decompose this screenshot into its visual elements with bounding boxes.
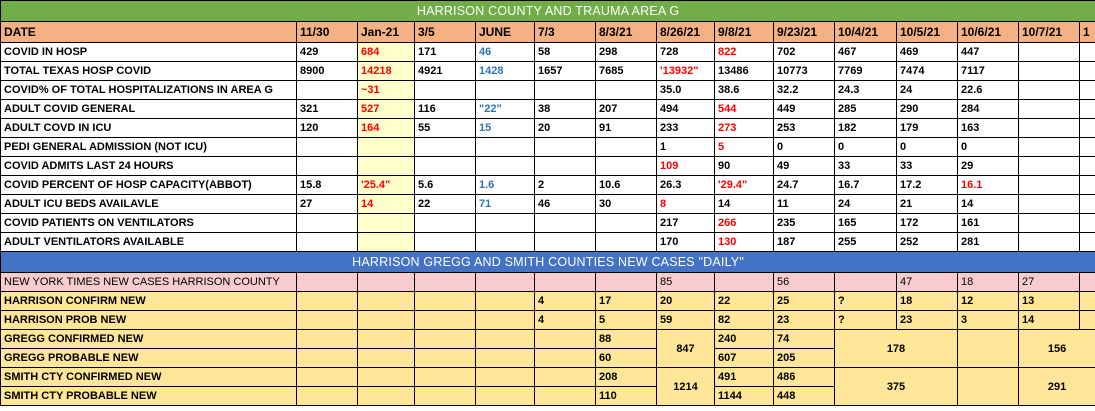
cell[interactable] — [476, 214, 535, 233]
cell[interactable] — [596, 214, 657, 233]
cell[interactable] — [535, 81, 596, 100]
cell[interactable]: 187 — [774, 233, 835, 252]
cell[interactable] — [415, 233, 476, 252]
row-label[interactable]: ADULT VENTILATORS AVAILABLE — [1, 233, 297, 252]
cell[interactable]: 38.6 — [715, 81, 774, 100]
cell[interactable] — [1080, 311, 1095, 330]
table-row — [1, 233, 1095, 252]
cell[interactable]: 10.6 — [596, 176, 657, 195]
cell[interactable] — [415, 273, 476, 292]
cell[interactable]: 281 — [958, 233, 1019, 252]
cell[interactable] — [715, 273, 774, 292]
cell[interactable] — [1080, 100, 1095, 119]
cell[interactable] — [535, 330, 596, 349]
cell[interactable]: 116 — [415, 100, 476, 119]
cell[interactable] — [297, 349, 358, 368]
cell-merged[interactable]: 1214 — [657, 368, 715, 406]
cell[interactable]: '13932" — [657, 62, 715, 81]
header-date-14[interactable]: 1 — [1080, 22, 1095, 43]
cell[interactable]: 46 — [535, 195, 596, 214]
cell[interactable]: 91 — [596, 119, 657, 138]
cell[interactable] — [297, 368, 358, 387]
header-date-7[interactable]: 8/26/21 — [657, 22, 715, 43]
cell[interactable]: 22 — [415, 195, 476, 214]
cell[interactable]: 728 — [657, 43, 715, 62]
cell[interactable]: 486 — [774, 368, 835, 387]
cell[interactable]: 205 — [774, 349, 835, 368]
cell[interactable] — [1080, 157, 1095, 176]
table-row — [1, 214, 1095, 233]
header-date-2[interactable]: Jan-21 — [358, 22, 415, 43]
cell[interactable]: 22.6 — [958, 81, 1019, 100]
cell-merged[interactable]: 156 — [1019, 330, 1095, 368]
cell[interactable]: 8900 — [297, 62, 358, 81]
cell[interactable]: 321 — [297, 100, 358, 119]
header-date-8[interactable]: 9/8/21 — [715, 22, 774, 43]
cell[interactable]: 88 — [596, 330, 657, 349]
cell[interactable]: 240 — [715, 330, 774, 349]
cell[interactable]: 0 — [774, 138, 835, 157]
cell[interactable]: 21 — [897, 195, 958, 214]
cell[interactable]: 109 — [657, 157, 715, 176]
cell[interactable]: 16.7 — [835, 176, 897, 195]
table-row — [1, 273, 1095, 292]
cell[interactable]: '29.4" — [715, 176, 774, 195]
cell[interactable]: "22" — [476, 100, 535, 119]
cell[interactable]: 5 — [715, 138, 774, 157]
cell[interactable]: 165 — [835, 214, 897, 233]
cell[interactable] — [476, 330, 535, 349]
cell[interactable]: 14 — [1019, 311, 1080, 330]
cell[interactable]: 527 — [358, 100, 415, 119]
cell[interactable] — [297, 214, 358, 233]
cell[interactable]: 82 — [715, 311, 774, 330]
cell-merged[interactable]: 178 — [835, 330, 958, 368]
row-label[interactable]: SMITH CTY CONFIRMED NEW — [1, 368, 297, 387]
cell[interactable]: 14218 — [358, 62, 415, 81]
cell[interactable]: 10773 — [774, 62, 835, 81]
cell[interactable] — [415, 311, 476, 330]
cell[interactable] — [1080, 119, 1095, 138]
cell[interactable]: 684 — [358, 43, 415, 62]
cell[interactable] — [415, 292, 476, 311]
cell[interactable]: 182 — [835, 119, 897, 138]
cell[interactable] — [1019, 233, 1080, 252]
cell[interactable]: 179 — [897, 119, 958, 138]
header-date-9[interactable]: 9/23/21 — [774, 22, 835, 43]
cell[interactable]: 235 — [774, 214, 835, 233]
row-label[interactable]: COVID% OF TOTAL HOSPITALIZATIONS IN AREA G — [1, 81, 297, 100]
cell[interactable]: 110 — [596, 387, 657, 406]
cell[interactable]: 164 — [358, 119, 415, 138]
row-label[interactable]: COVID PATIENTS ON VENTILATORS — [1, 214, 297, 233]
cell[interactable]: 544 — [715, 100, 774, 119]
cell[interactable]: 467 — [835, 43, 897, 62]
cell[interactable]: 33 — [897, 157, 958, 176]
cell[interactable] — [476, 233, 535, 252]
cell[interactable] — [358, 273, 415, 292]
table-row — [1, 138, 1095, 157]
cell[interactable] — [535, 214, 596, 233]
cell[interactable]: 607 — [715, 349, 774, 368]
cell[interactable]: 47 — [897, 273, 958, 292]
banner-title-new-cases: HARRISON GREGG AND SMITH COUNTIES NEW CASES "DAILY" — [1, 252, 1095, 273]
table-row — [1, 157, 1095, 176]
cell[interactable] — [415, 214, 476, 233]
cell[interactable]: 2 — [535, 176, 596, 195]
cell[interactable] — [297, 311, 358, 330]
cell[interactable]: 1428 — [476, 62, 535, 81]
cell[interactable]: 702 — [774, 43, 835, 62]
banner-title-harrison-trauma: HARRISON COUNTY AND TRAUMA AREA G — [1, 1, 1095, 22]
cell[interactable]: 24.3 — [835, 81, 897, 100]
cell[interactable] — [596, 81, 657, 100]
cell[interactable]: 55 — [415, 119, 476, 138]
table-row — [1, 81, 1095, 100]
cell[interactable] — [1019, 119, 1080, 138]
header-date-13[interactable]: 10/7/21 — [1019, 22, 1080, 43]
cell[interactable]: 273 — [715, 119, 774, 138]
cell[interactable] — [1080, 273, 1095, 292]
row-label[interactable]: ADULT COVID GENERAL — [1, 100, 297, 119]
cell[interactable]: 429 — [297, 43, 358, 62]
cell[interactable]: 447 — [958, 43, 1019, 62]
cell[interactable] — [535, 233, 596, 252]
row-label[interactable]: COVID ADMITS LAST 24 HOURS — [1, 157, 297, 176]
cell[interactable]: 217 — [657, 214, 715, 233]
cell[interactable]: 3 — [958, 311, 1019, 330]
cell[interactable] — [358, 214, 415, 233]
header-date-11[interactable]: 10/5/21 — [897, 22, 958, 43]
table-row — [1, 330, 1095, 349]
cell[interactable] — [415, 157, 476, 176]
cell[interactable]: 58 — [535, 43, 596, 62]
table-row — [1, 311, 1095, 330]
cell[interactable]: 298 — [596, 43, 657, 62]
cell[interactable]: ? — [835, 292, 897, 311]
cell[interactable] — [358, 311, 415, 330]
cell[interactable]: 30 — [596, 195, 657, 214]
cell[interactable]: 255 — [835, 233, 897, 252]
cell[interactable]: 17.2 — [897, 176, 958, 195]
cell[interactable]: 85 — [657, 273, 715, 292]
cell[interactable]: 24 — [897, 81, 958, 100]
cell[interactable]: 5.6 — [415, 176, 476, 195]
cell[interactable]: 4 — [535, 292, 596, 311]
header-date-1[interactable]: 11/30 — [297, 22, 358, 43]
cell[interactable]: 130 — [715, 233, 774, 252]
cell[interactable]: 56 — [774, 273, 835, 292]
cell[interactable]: 26.3 — [657, 176, 715, 195]
cell[interactable]: 14 — [958, 195, 1019, 214]
cell[interactable]: 7117 — [958, 62, 1019, 81]
cell[interactable] — [1080, 138, 1095, 157]
row-label[interactable]: NEW YORK TIMES NEW CASES HARRISON COUNTY — [1, 273, 297, 292]
cell[interactable]: 13486 — [715, 62, 774, 81]
cell[interactable]: 29 — [958, 157, 1019, 176]
cell[interactable]: 20 — [657, 292, 715, 311]
cell-merged[interactable]: 291 — [1019, 368, 1095, 406]
cell[interactable] — [297, 138, 358, 157]
row-label[interactable]: ADULT ICU BEDS AVAILAVLE — [1, 195, 297, 214]
cell[interactable]: 33 — [835, 157, 897, 176]
cell[interactable]: 0 — [958, 138, 1019, 157]
cell[interactable] — [596, 233, 657, 252]
cell[interactable] — [596, 273, 657, 292]
cell[interactable] — [1080, 43, 1095, 62]
row-label[interactable]: GREGG CONFIRMED NEW — [1, 330, 297, 349]
cell[interactable] — [476, 81, 535, 100]
cell[interactable] — [596, 138, 657, 157]
row-label[interactable]: TOTAL TEXAS HOSP COVID — [1, 62, 297, 81]
cell[interactable] — [1019, 62, 1080, 81]
cell[interactable] — [415, 81, 476, 100]
cell[interactable] — [1019, 100, 1080, 119]
cell[interactable]: 46 — [476, 43, 535, 62]
header-date-12[interactable]: 10/6/21 — [958, 22, 1019, 43]
cell[interactable]: 1.6 — [476, 176, 535, 195]
cell[interactable]: 22 — [715, 292, 774, 311]
cell[interactable]: 1657 — [535, 62, 596, 81]
cell[interactable]: 74 — [774, 330, 835, 349]
cell[interactable] — [1080, 195, 1095, 214]
cell[interactable]: 0 — [897, 138, 958, 157]
cell[interactable] — [358, 233, 415, 252]
cell[interactable]: 7769 — [835, 62, 897, 81]
cell[interactable] — [535, 387, 596, 406]
cell[interactable] — [358, 138, 415, 157]
cell[interactable]: 449 — [774, 100, 835, 119]
table-row — [1, 43, 1095, 62]
table-row — [1, 100, 1095, 119]
cell[interactable]: 71 — [476, 195, 535, 214]
cell[interactable]: 27 — [297, 195, 358, 214]
cell[interactable]: 12 — [958, 292, 1019, 311]
cell[interactable] — [1019, 176, 1080, 195]
row-label[interactable]: HARRISON PROB NEW — [1, 311, 297, 330]
cell[interactable] — [476, 292, 535, 311]
cell[interactable]: 8 — [657, 195, 715, 214]
cell[interactable]: 7685 — [596, 62, 657, 81]
cell[interactable]: 18 — [958, 273, 1019, 292]
cell[interactable]: 27 — [1019, 273, 1080, 292]
cell[interactable] — [476, 273, 535, 292]
cell[interactable]: 207 — [596, 100, 657, 119]
cell[interactable] — [1019, 43, 1080, 62]
cell[interactable]: 18 — [897, 292, 958, 311]
cell[interactable] — [1080, 62, 1095, 81]
cell[interactable]: 252 — [897, 233, 958, 252]
cell-merged[interactable]: 375 — [835, 368, 958, 406]
cell[interactable] — [358, 157, 415, 176]
cell[interactable] — [535, 349, 596, 368]
cell[interactable]: 20 — [535, 119, 596, 138]
cell[interactable]: 448 — [774, 387, 835, 406]
header-date-4[interactable]: JUNE — [476, 22, 535, 43]
cell[interactable]: 494 — [657, 100, 715, 119]
header-date-label[interactable]: DATE — [1, 22, 297, 43]
cell-merged[interactable]: 847 — [657, 330, 715, 368]
table-row — [1, 119, 1095, 138]
cell[interactable] — [358, 330, 415, 349]
cell[interactable]: 5 — [596, 311, 657, 330]
cell[interactable] — [358, 387, 415, 406]
cell[interactable] — [835, 273, 897, 292]
cell[interactable]: 172 — [897, 214, 958, 233]
cell[interactable] — [297, 157, 358, 176]
cell[interactable] — [1019, 195, 1080, 214]
cell[interactable]: 35.0 — [657, 81, 715, 100]
cell[interactable] — [358, 292, 415, 311]
header-date-3[interactable]: 3/5 — [415, 22, 476, 43]
cell[interactable]: 14 — [715, 195, 774, 214]
cell[interactable] — [1080, 233, 1095, 252]
cell[interactable] — [415, 368, 476, 387]
cell[interactable] — [358, 349, 415, 368]
cell[interactable]: 60 — [596, 349, 657, 368]
cell[interactable]: 11 — [774, 195, 835, 214]
cell[interactable]: 90 — [715, 157, 774, 176]
cell[interactable] — [1080, 81, 1095, 100]
cell[interactable]: 491 — [715, 368, 774, 387]
cell[interactable]: 14 — [358, 195, 415, 214]
cell[interactable]: 253 — [774, 119, 835, 138]
cell[interactable] — [297, 292, 358, 311]
row-label[interactable]: COVID PERCENT OF HOSP CAPACITY(ABBOT) — [1, 176, 297, 195]
cell[interactable]: 1 — [657, 138, 715, 157]
table-row — [1, 176, 1095, 195]
header-date-6[interactable]: 8/3/21 — [596, 22, 657, 43]
row-label[interactable]: COVID IN HOSP — [1, 43, 297, 62]
cell[interactable] — [476, 138, 535, 157]
table-row — [1, 368, 1095, 387]
cell[interactable] — [297, 233, 358, 252]
cell[interactable]: 1144 — [715, 387, 774, 406]
cell-merged[interactable] — [958, 368, 1019, 406]
table-row — [1, 195, 1095, 214]
cell[interactable] — [297, 330, 358, 349]
cell[interactable] — [535, 138, 596, 157]
row-label[interactable]: SMITH CTY PROBABLE NEW — [1, 387, 297, 406]
cell[interactable]: 170 — [657, 233, 715, 252]
cell[interactable]: 284 — [958, 100, 1019, 119]
cell[interactable]: 120 — [297, 119, 358, 138]
cell[interactable] — [297, 273, 358, 292]
cell[interactable] — [415, 349, 476, 368]
row-label[interactable]: HARRISON CONFIRM NEW — [1, 292, 297, 311]
cell[interactable] — [358, 368, 415, 387]
cell[interactable] — [1019, 138, 1080, 157]
cell[interactable]: 17 — [596, 292, 657, 311]
cell[interactable] — [476, 368, 535, 387]
cell[interactable] — [1080, 292, 1095, 311]
cell[interactable] — [476, 311, 535, 330]
cell[interactable]: 163 — [958, 119, 1019, 138]
cell[interactable]: 23 — [897, 311, 958, 330]
row-label[interactable]: GREGG PROBABLE NEW — [1, 349, 297, 368]
cell[interactable]: 822 — [715, 43, 774, 62]
cell[interactable] — [1019, 157, 1080, 176]
cell[interactable]: 24.7 — [774, 176, 835, 195]
cell[interactable]: 24 — [835, 195, 897, 214]
cell[interactable]: 16.1 — [958, 176, 1019, 195]
cell[interactable] — [1019, 214, 1080, 233]
cell[interactable]: ? — [835, 311, 897, 330]
cell[interactable]: 0 — [835, 138, 897, 157]
cell[interactable]: 59 — [657, 311, 715, 330]
row-label[interactable]: ADULT COVD IN ICU — [1, 119, 297, 138]
cell[interactable] — [415, 387, 476, 406]
cell[interactable]: 7474 — [897, 62, 958, 81]
cell[interactable]: 13 — [1019, 292, 1080, 311]
cell[interactable] — [476, 387, 535, 406]
cell[interactable] — [1019, 81, 1080, 100]
table-row — [1, 62, 1095, 81]
cell[interactable]: 208 — [596, 368, 657, 387]
cell[interactable]: 161 — [958, 214, 1019, 233]
cell[interactable]: 290 — [897, 100, 958, 119]
row-label[interactable]: PEDI GENERAL ADMISSION (NOT ICU) — [1, 138, 297, 157]
cell[interactable] — [1080, 214, 1095, 233]
cell[interactable]: 4 — [535, 311, 596, 330]
cell[interactable]: ~31 — [358, 81, 415, 100]
cell[interactable] — [415, 138, 476, 157]
cell[interactable]: 4921 — [415, 62, 476, 81]
cell[interactable] — [535, 273, 596, 292]
cell[interactable] — [476, 157, 535, 176]
cell[interactable]: 171 — [415, 43, 476, 62]
cell[interactable]: 25 — [774, 292, 835, 311]
cell[interactable] — [297, 81, 358, 100]
cell[interactable] — [535, 157, 596, 176]
cell-merged[interactable] — [958, 330, 1019, 368]
cell[interactable]: 23 — [774, 311, 835, 330]
header-date-5[interactable]: 7/3 — [535, 22, 596, 43]
cell[interactable]: 266 — [715, 214, 774, 233]
table-row — [1, 292, 1095, 311]
cell[interactable]: 32.2 — [774, 81, 835, 100]
cell[interactable]: 38 — [535, 100, 596, 119]
cell[interactable]: 15 — [476, 119, 535, 138]
cell[interactable] — [1080, 176, 1095, 195]
cell[interactable]: 49 — [774, 157, 835, 176]
cell[interactable] — [535, 368, 596, 387]
cell[interactable] — [415, 330, 476, 349]
cell[interactable]: '25.4" — [358, 176, 415, 195]
cell[interactable]: 15.8 — [297, 176, 358, 195]
cell[interactable] — [297, 387, 358, 406]
cell[interactable] — [476, 349, 535, 368]
cell[interactable]: 233 — [657, 119, 715, 138]
cell[interactable] — [596, 157, 657, 176]
cell[interactable]: 285 — [835, 100, 897, 119]
cell[interactable]: 469 — [897, 43, 958, 62]
header-date-10[interactable]: 10/4/21 — [835, 22, 897, 43]
